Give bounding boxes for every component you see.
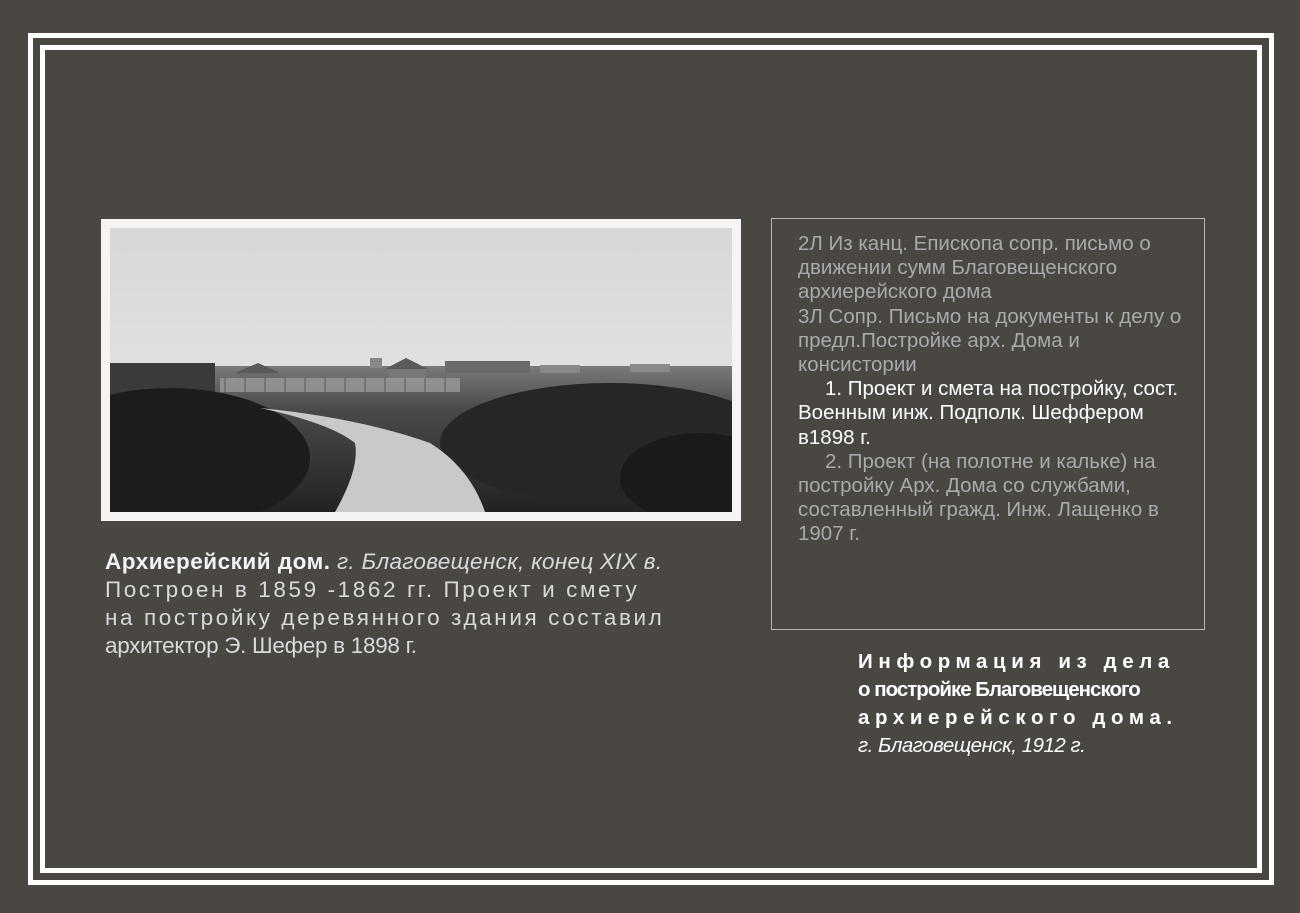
info-line-2: о постройке Благовещенского (858, 678, 1140, 701)
info-line-4: г. Благовещенск, 1912 г. (858, 734, 1086, 757)
caption-place-date: г. Благовещенск, конец XIX в. (330, 549, 663, 574)
info-line-1: Информация из дела (858, 650, 1175, 673)
document-item-2: 2. Проект (на полотне и кальке) на постройку Арх. Дома со службами, составленный гражд. Инж. Лащенко в 1907 г. (798, 449, 1159, 546)
archival-photo (101, 219, 741, 521)
caption-line-3: на постройку деревянного здания составил (105, 605, 665, 630)
photo-image (110, 228, 732, 512)
document-entry-2l: 2Л Из канц. Епископа сопр. письмо о движении сумм Благовещенского архиерейского дома (798, 232, 1151, 304)
caption-line-4: архитектор Э. Шефер в 1898 г. (105, 633, 417, 658)
document-entry-3l: 3Л Сопр. Письмо на документы к делу о предл.Постройке арх. Дома и консистории (798, 304, 1182, 377)
caption-line-2: Построен в 1859 -1862 гг. Проект и смету (105, 577, 640, 602)
document-item-1: 1. Проект и смета на постройку, сост. Военным инж. Подполк. Шеффером в1898 г. (798, 377, 1179, 449)
photo-caption (105, 548, 745, 660)
info-block (858, 648, 1203, 760)
document-list-box (771, 218, 1205, 630)
caption-title: Архиерейский дом. (105, 549, 331, 574)
info-line-3: архиерейского дома. (858, 706, 1178, 729)
caption-line-1 (105, 548, 745, 576)
